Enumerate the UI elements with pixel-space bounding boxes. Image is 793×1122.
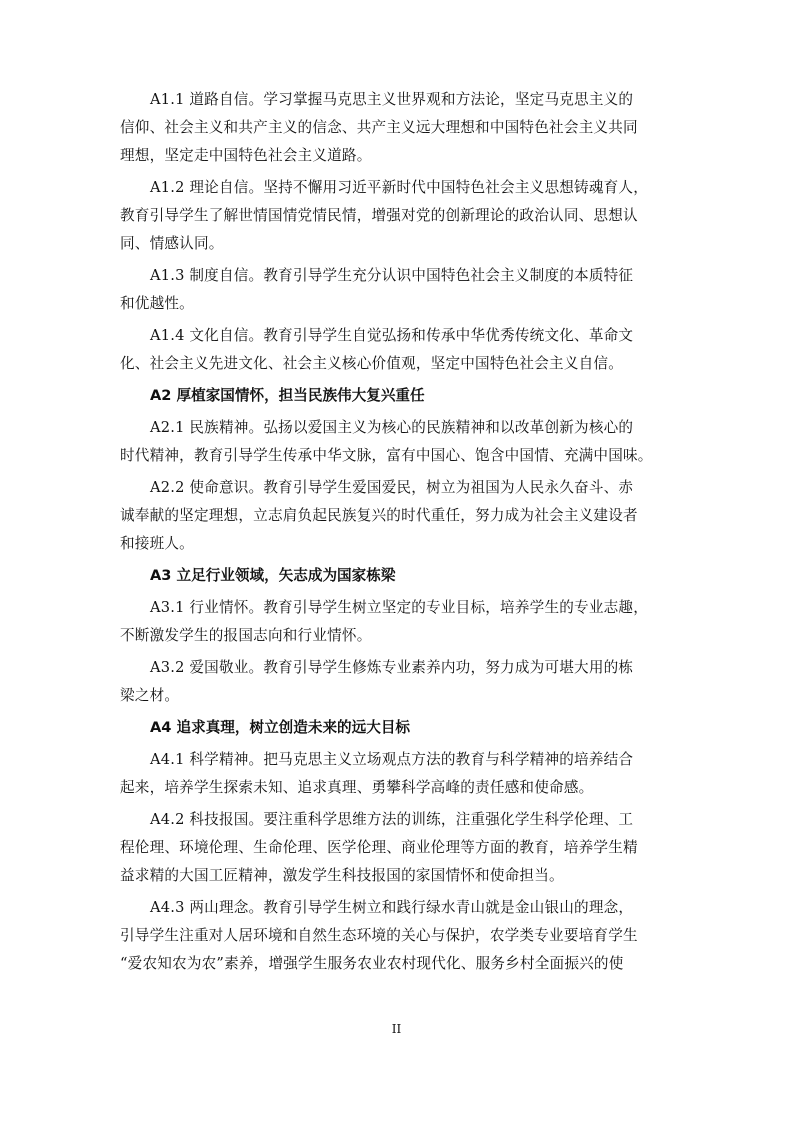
paragraph-line: A4.1 科学精神。把马克思主义立场观点方法的教育与科学精神的培养结合 [150,751,634,768]
paragraph-line: 不断激发学生的报国志向和行业情怀。 [120,627,372,644]
paragraph-line: 同、情感认同。 [120,235,224,252]
document-body [0,86,793,982]
paragraph-line: A1.4 文化自信。教育引导学生自觉弘扬和传承中华优秀传统文化、革命文 [150,327,634,344]
paragraph-line: 化、社会主义先进文化、社会主义核心价值观，坚定中国特色社会主义自信。 [120,355,623,372]
paragraph-line: A3.1 行业情怀。教育引导学生树立坚定的专业目标，培养学生的专业志趣， [150,599,648,616]
section-heading: A2 厚植家国情怀，担当民族伟大复兴重任 [150,387,425,404]
paragraph-line: 教育引导学生了解世情国情党情民情，增强对党的创新理论的政治认同、思想认 [120,207,638,224]
paragraph-line: 诚奉献的坚定理想，立志肩负起民族复兴的时代重任，努力成为社会主义建设者 [120,507,638,524]
paragraph-line: 引导学生注重对人居环境和自然生态环境的关心与保护，农学类专业要培育学生 [120,927,638,944]
paragraph-line: A3.2 爱国敬业。教育引导学生修炼专业素养内功，努力成为可堪大用的栋 [150,659,634,676]
paragraph [120,746,675,802]
paragraph [120,594,675,650]
paragraph-line: A2.2 使命意识。教育引导学生爱国爱民，树立为祖国为人民永久奋斗、赤 [150,479,634,496]
page-number: II [391,1022,402,1036]
paragraph-line: “爱农知农为农”素养，增强学生服务农业农村现代化、服务乡村全面振兴的使 [120,955,624,972]
paragraph-line: A4.2 科技报国。要注重科学思维方法的训练，注重强化学生科学伦理、工 [150,811,634,828]
paragraph [120,86,675,170]
paragraph-line: 梁之材。 [120,687,180,704]
section-heading: A4 追求真理，树立创造未来的远大目标 [150,719,411,736]
paragraph [120,174,675,258]
paragraph [120,806,675,890]
paragraph [120,654,675,710]
paragraph-line: 信仰、社会主义和共产主义的信念、共产主义远大理想和中国特色社会主义共同 [120,119,638,136]
paragraph-line: A2.1 民族精神。弘扬以爱国主义为核心的民族精神和以改革创新为核心的 [150,419,634,436]
paragraph [120,322,675,378]
paragraph-line: A1.2 理论自信。坚持不懈用习近平新时代中国特色社会主义思想铸魂育人， [150,179,648,196]
paragraph-line: 和优越性。 [120,295,194,312]
paragraph-line: 起来，培养学生探索未知、追求真理、勇攀科学高峰的责任感和使命感。 [120,779,594,796]
paragraph [120,474,675,558]
paragraph-line: 时代精神，教育引导学生传承中华文脉，富有中国心、饱含中国情、充满中国味。 [120,447,653,464]
paragraph [120,894,675,978]
section-heading: A3 立足行业领域，矢志成为国家栋梁 [150,567,396,584]
paragraph-line: A1.1 道路自信。学习掌握马克思主义世界观和方法论，坚定马克思主义的 [150,91,634,108]
paragraph-line: 理想，坚定走中国特色社会主义道路。 [120,147,372,164]
paragraph [120,262,675,318]
paragraph-line: A1.3 制度自信。教育引导学生充分认识中国特色社会主义制度的本质特征 [150,267,634,284]
paragraph-line: 程伦理、环境伦理、生命伦理、医学伦理、商业伦理等方面的教育，培养学生精 [120,839,638,856]
paragraph-line: A4.3 两山理念。教育引导学生树立和践行绿水青山就是金山银山的理念， [150,899,634,916]
paragraph-line: 益求精的大国工匠精神，激发学生科技报国的家国情怀和使命担当。 [120,867,564,884]
paragraph-line: 和接班人。 [120,535,194,552]
text-block [0,86,793,978]
paragraph [120,414,675,470]
